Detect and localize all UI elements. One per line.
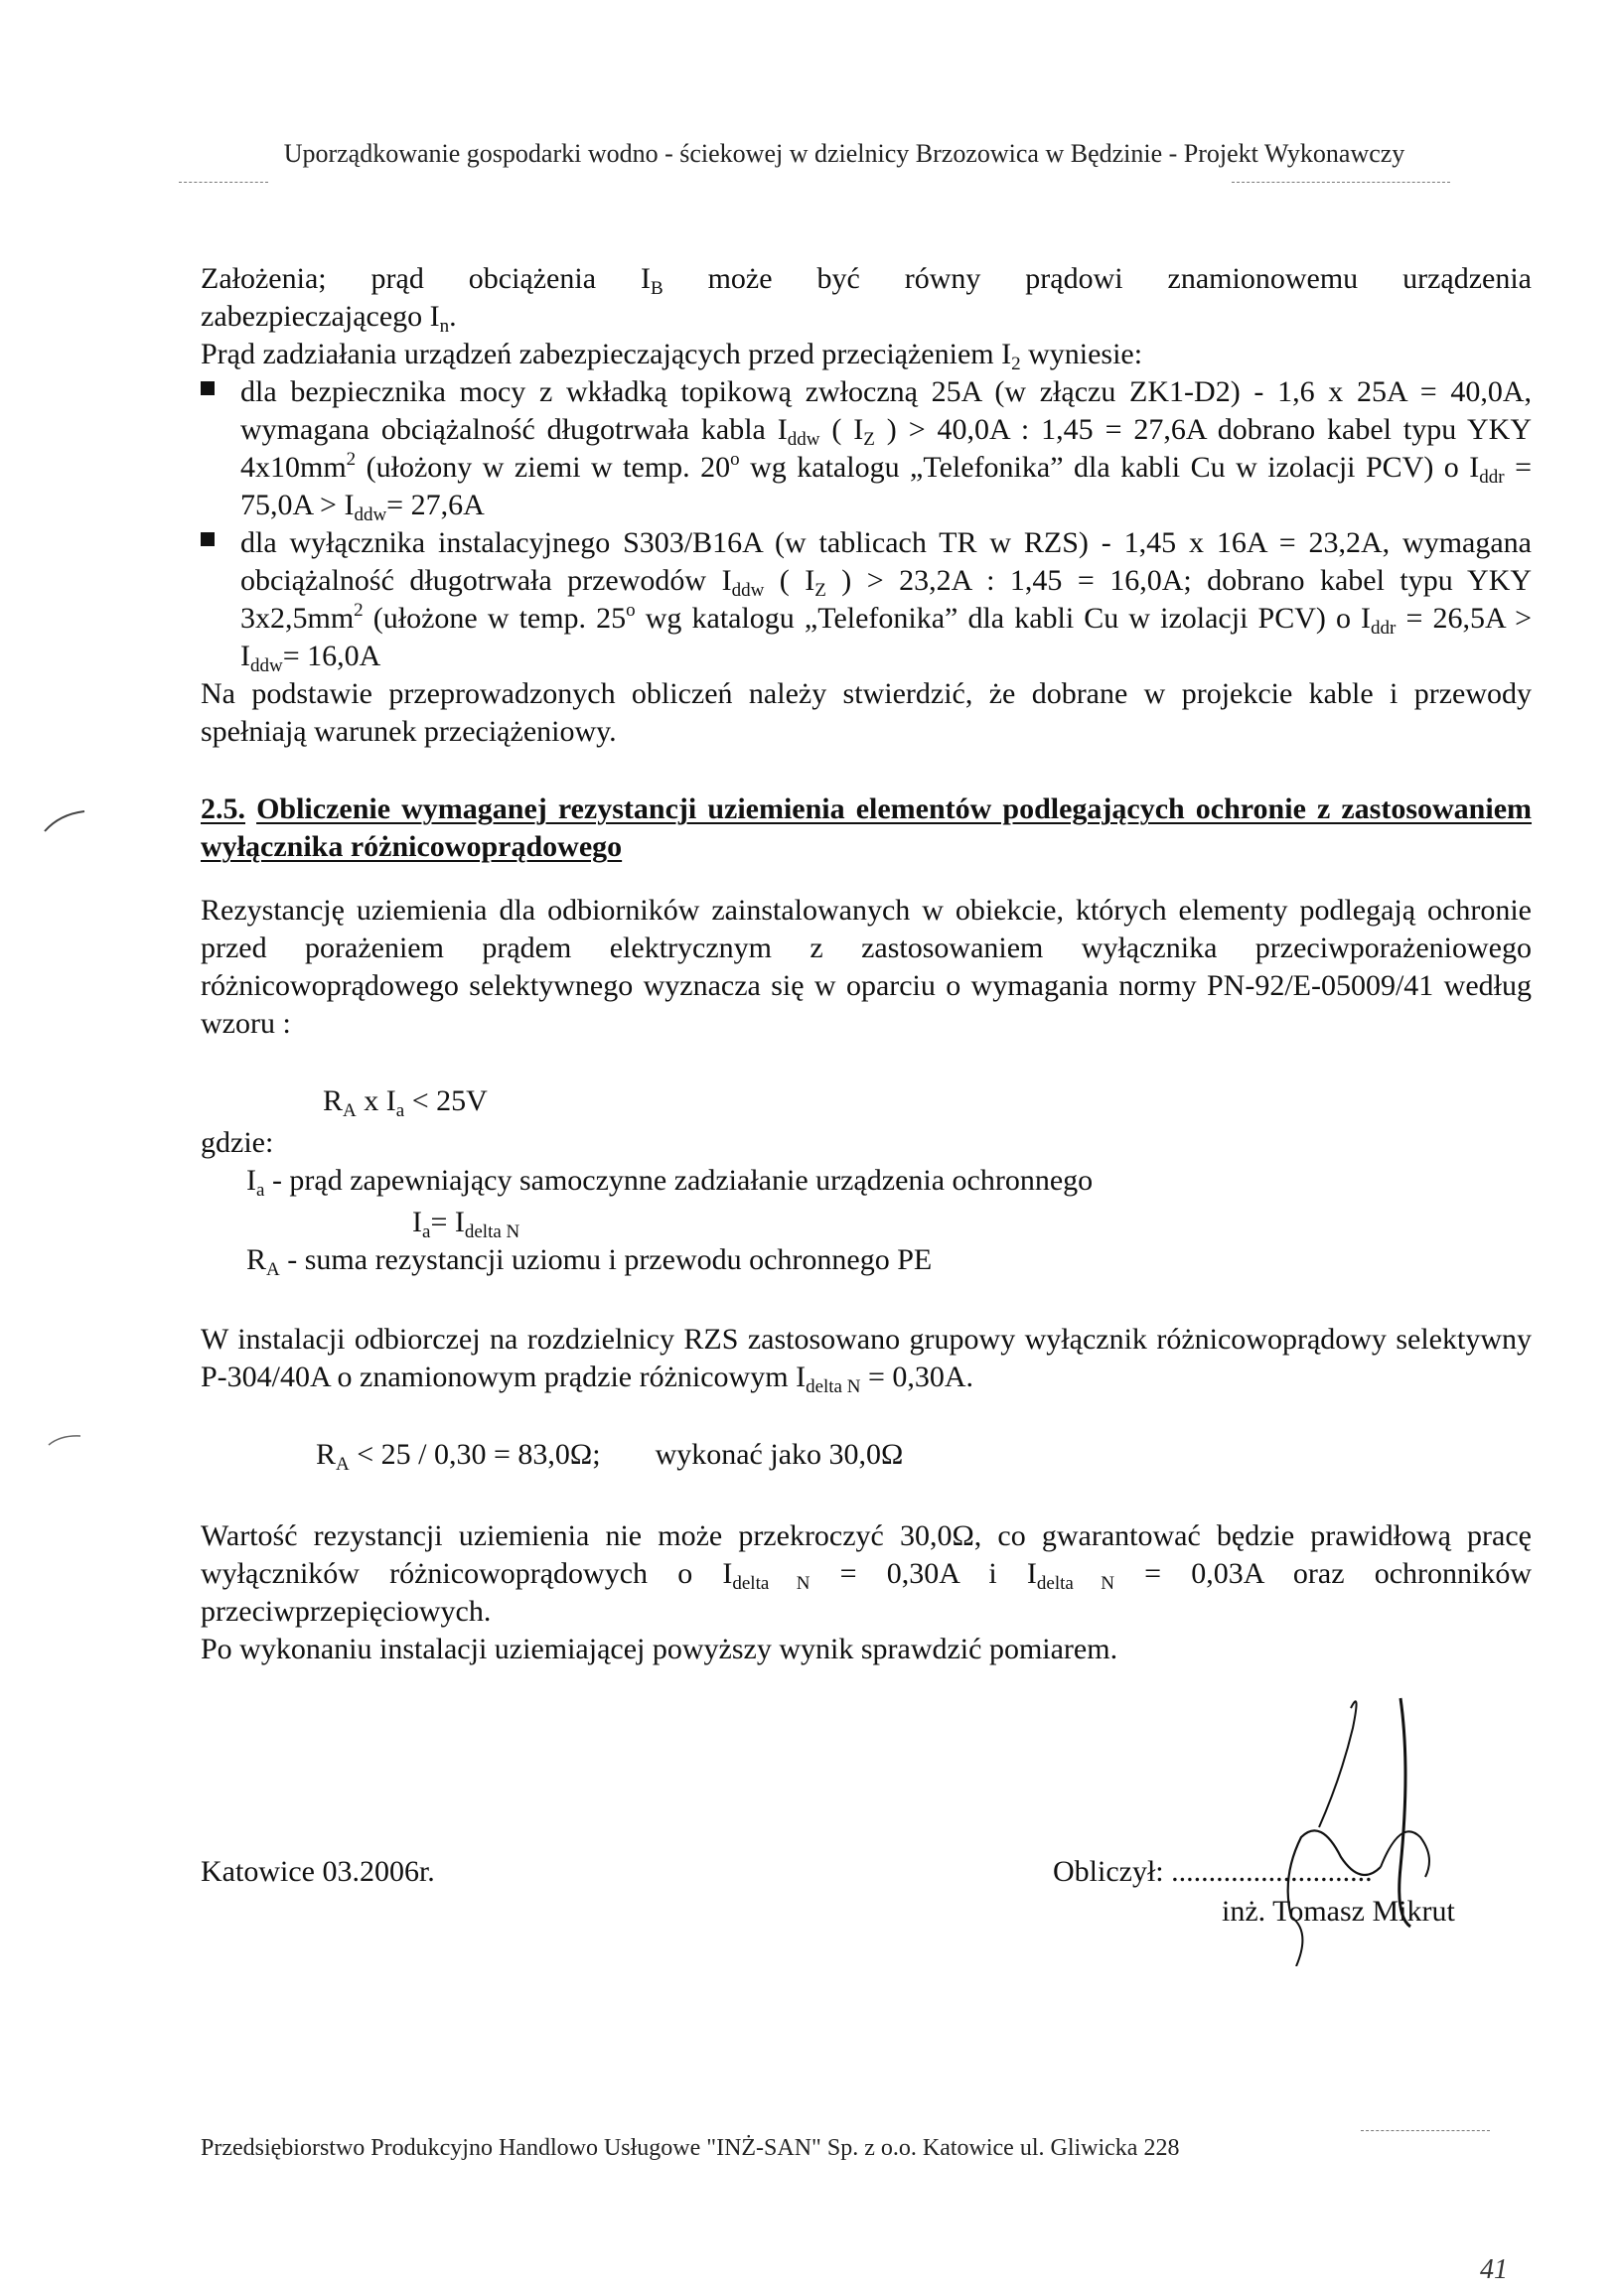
bullet2-text-6: = 26,5A > (1405, 602, 1532, 635)
intro-text-1: Założenia; prąd obciążenia (201, 262, 597, 295)
bullet2-text-3: ) > 23,2A : 1,45 = 16,0A; dobrano kabel typu YKY 3x2,5mm (240, 564, 1533, 635)
para3-text-2: = 0,30A i (839, 1557, 997, 1590)
bullet2-iddw: I (721, 564, 732, 597)
where-label: gdzie: (201, 1126, 274, 1159)
para3-text-1: Wartość rezystancji uziemienia nie może przekroczyć 30,0Ω, co gwarantować będzie prawidłową pracę wyłączników różnicowoprądowych o (201, 1519, 1532, 1590)
bullet2-iddw-sub: ddw (731, 580, 765, 601)
def2-text: - suma rezystancji uziomu i przewodu ochronnego PE (287, 1243, 933, 1276)
page-header: Uporządkowanie gospodarki wodno - ściekowej w dzielnicy Brzozowica w Będzinie - Projekt Wykonawczy (283, 139, 1405, 168)
formula1-r-sub: A (343, 1100, 357, 1121)
definition-ra (246, 1243, 933, 1280)
page-number: 41 (1480, 2254, 1508, 2285)
footer-rule (1361, 2130, 1490, 2131)
bullet-item-fuse (201, 373, 1532, 524)
bullet1-iddr-sub: ddr (1479, 467, 1505, 488)
def1eq-lhs-sub: a (422, 1221, 431, 1242)
formula2-result: wykonać jako 30,0Ω (655, 1438, 904, 1471)
bullet1-iz-sub: Z (863, 429, 875, 450)
bullet-item-breaker (201, 524, 1532, 675)
place-date: Katowice 03.2006r. (201, 1855, 435, 1888)
para2-symbol: I (796, 1361, 807, 1393)
para3-sub-2: delta N (1036, 1573, 1114, 1594)
intro-line-1 (201, 260, 1532, 298)
bullet1-iddw: I (777, 413, 788, 446)
para3-symbol-1: I (722, 1557, 733, 1590)
formula-result (316, 1438, 904, 1475)
definition-ia-equation (412, 1206, 520, 1242)
intro-block (201, 260, 1532, 373)
bullet1-text-1: dla bezpiecznika mocy z wkładką topikową zwłoczną 25A (w złączu ZK1-D2) - 1,6 x 25A = 40,0A, wymagana obciążalność długotrwała kabla (240, 375, 1532, 446)
bullet1-text-4: (ułożony w ziemi w temp. 20 (366, 451, 731, 484)
i2-sub: 2 (1011, 354, 1021, 374)
page-footer: Przedsiębiorstwo Produkcyjno Handlowo Usługowe "INŻ-SAN" Sp. z o.o. Katowice ul. Gliwicka 228 (201, 2135, 1180, 2161)
bullet-list (201, 373, 1532, 751)
ib-sub: B (650, 278, 663, 299)
para3-symbol-2: I (1026, 1557, 1037, 1590)
def1-sub: a (256, 1180, 265, 1201)
intro-line-2 (201, 298, 1532, 336)
signature-dots: ........................... (1171, 1855, 1373, 1888)
para3-text-3: = 0,03A oraz ochronników przeciwprzepięciowych. (201, 1557, 1533, 1628)
def1-text: - prąd zapewniający samoczynne zadziałanie urządzenia ochronnego (271, 1164, 1094, 1197)
conclusion-paragraph: Na podstawie przeprowadzonych obliczeń należy stwierdzić, że dobrane w projekcie kable i przewody spełniają warunek przeciążeniowy. (201, 677, 1532, 748)
def1eq-rhs: I (454, 1206, 465, 1238)
formula1-i-sub: a (395, 1100, 405, 1121)
section-number: 2.5. (201, 792, 245, 825)
bullet2-deg: o (626, 600, 636, 621)
bullet2-text-4: (ułożone w temp. 25 (372, 602, 627, 635)
bullet1-text-7: = 27,6A (386, 489, 485, 521)
bullet2-iz-sub: Z (814, 580, 826, 601)
para3-sub-1: delta N (732, 1573, 810, 1594)
margin-mark-1 (40, 806, 89, 836)
bullet1-text-6: = 75,0A > (240, 451, 1533, 521)
formula1-x: x I (364, 1084, 396, 1117)
bullet2-text-5: wg katalogu „Telefonika” dla kabli Cu w izolacji PCV) o (645, 602, 1351, 635)
bullet1-iddr: I (1469, 451, 1480, 484)
header-rule-left (179, 182, 268, 183)
intro-text-3-end: wyniesie: (1028, 338, 1143, 370)
intro-text-2-end: . (449, 300, 457, 333)
paragraph-requirement (201, 1517, 1532, 1631)
bullet1-text-5: wg katalogu „Telefonika” dla kabli Cu w izolacji PCV) o (750, 451, 1459, 484)
formula-main (323, 1084, 488, 1121)
bullet2-text-2: ( I (779, 564, 815, 597)
para2-text-1: W instalacji odbiorczej na rozdzielnicy RZS zastosowano grupowy wyłącznik różnicowoprądowy selektywny P-304/40A o znamionowym prądzie różnicowym (201, 1323, 1532, 1393)
bullet2-sup: 2 (354, 600, 364, 621)
formula2-expr: < 25 / 0,30 = 83,0Ω; (357, 1438, 601, 1471)
formula2-r: R (316, 1438, 337, 1471)
intro-text-3: Prąd zadziałania urządzeń zabezpieczających przed przeciążeniem (201, 338, 994, 370)
bullet2-iddr: I (1361, 602, 1372, 635)
signature-name: inż. Tomasz Mikrut (1222, 1895, 1455, 1928)
intro-text-1-end: może być równy prądowi znamionowemu urządzenia (707, 262, 1533, 295)
i2-symbol: I (1001, 338, 1012, 370)
header-rule-right (1232, 182, 1450, 183)
margin-mark-2 (46, 1430, 85, 1450)
bullet2-text-7: = 16,0A (282, 640, 381, 672)
bullet1-iddw2: I (344, 489, 355, 521)
bullet-square-icon (201, 532, 215, 546)
bullet1-text-3: ) > 40,0A : 1,45 = 27,6A dobrano kabel typu YKY 4x10mm (240, 413, 1533, 484)
def1-symbol: I (246, 1164, 256, 1197)
in-sub: n (439, 316, 450, 337)
def1eq-lhs: I (412, 1206, 422, 1238)
bullet1-iddw2-sub: ddw (354, 504, 387, 525)
intro-text-2: zabezpieczającego I (201, 300, 440, 333)
para2-text-2: = 0,30A. (867, 1361, 974, 1393)
bullet1-sup: 2 (346, 449, 357, 470)
signature-label-text: Obliczył: (1053, 1855, 1164, 1888)
bullet2-iddw2: I (240, 640, 250, 672)
def2-symbol: R (246, 1243, 267, 1276)
paragraph-measurement: Po wykonaniu instalacji uziemiającej powyższy wynik sprawdzić pomiarem. (201, 1633, 1118, 1665)
bullet1-deg: o (730, 449, 740, 470)
bullet2-iddr-sub: ddr (1371, 618, 1397, 639)
section-title: Obliczenie wymaganej rezystancji uziemienia elementów podlegających ochronie z zastosowaniem wyłącznika różnicowoprądowego (201, 792, 1533, 863)
bullet1-text-2: ( I (831, 413, 864, 446)
bullet1-iddw-sub: ddw (787, 429, 820, 450)
bullet2-text-1: dla wyłącznika instalacyjnego S303/B16A (w tablicach TR w RZS) - 1,45 x 16A = 23,2A, wymagana obciążalność długotrwała przewodów (240, 526, 1532, 597)
formula1-rhs: < 25V (411, 1084, 488, 1117)
intro-line-3 (201, 336, 1532, 373)
formula1-r: R (323, 1084, 344, 1117)
definition-ia (246, 1164, 1094, 1201)
para2-sub: delta N (806, 1376, 861, 1397)
def1eq-rhs-sub: delta N (464, 1221, 520, 1242)
bullet-square-icon (201, 381, 215, 395)
paragraph-installation (201, 1321, 1532, 1396)
formula2-r-sub: A (336, 1454, 350, 1475)
paragraph-method: Rezystancję uziemienia dla odbiorników zainstalowanych w obiekcie, których elementy podlegają ochronie przed porażeniem prądem elektrycznym z zastosowaniem wyłącznika przeciwporażeniowego różnicowoprądowego selektywnego wyznacza się w oparciu o wymagania normy PN-92/E-05009/41 według wzoru : (201, 894, 1532, 1040)
bullet2-iddw2-sub: ddw (250, 655, 283, 676)
ib-symbol: I (640, 262, 651, 295)
def2-sub: A (266, 1259, 280, 1280)
def1eq-eq: = (430, 1206, 448, 1238)
handwritten-signature (1261, 1688, 1460, 1966)
section-heading (201, 790, 1532, 866)
